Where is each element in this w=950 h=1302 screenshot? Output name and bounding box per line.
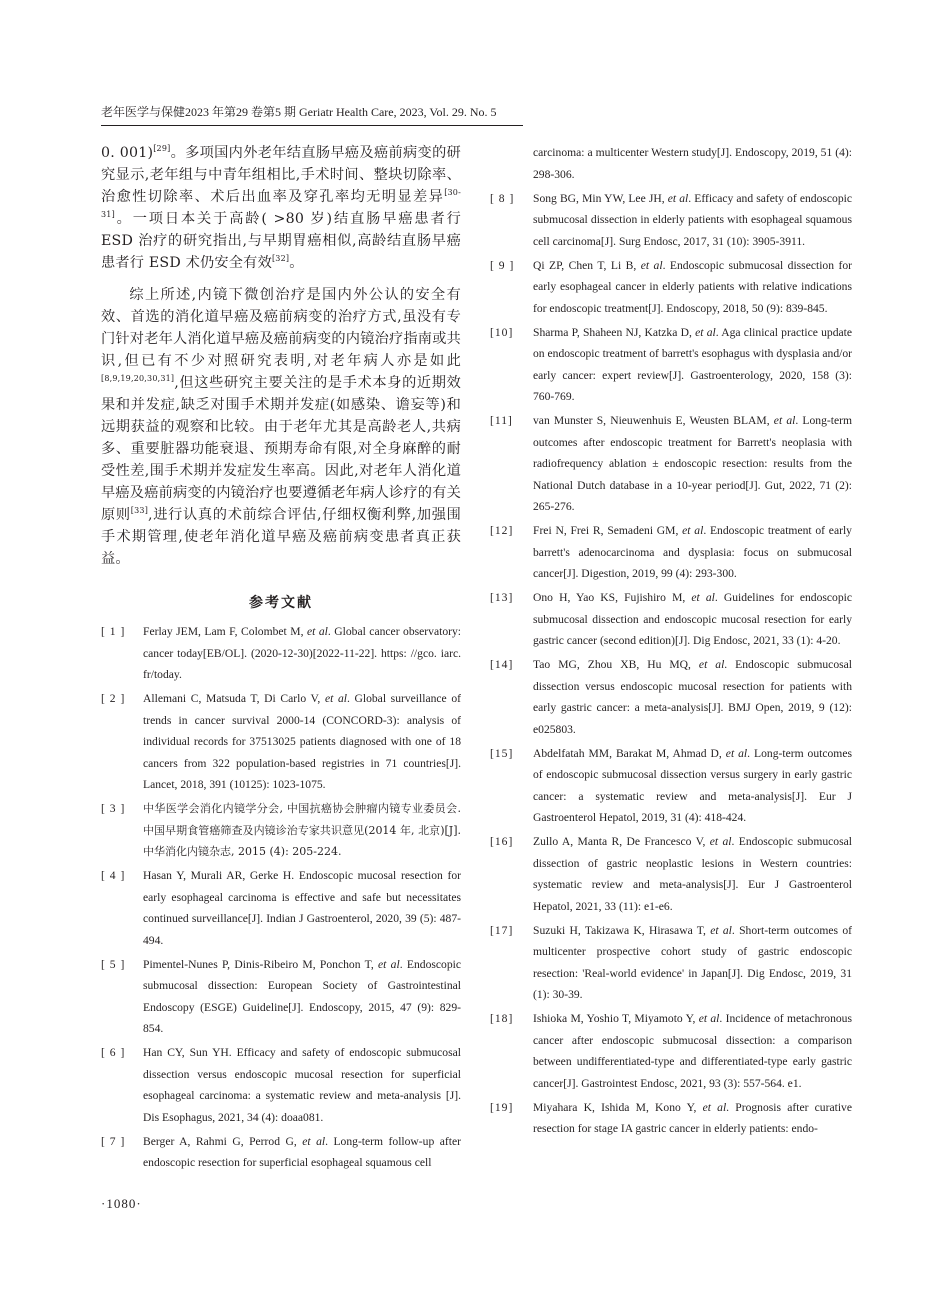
reference-number: [ 4 ]	[101, 869, 126, 882]
reference-item	[490, 831, 852, 917]
reference-item	[490, 1008, 852, 1094]
reference-text: Han CY, Sun YH. Efficacy and safety of endoscopic submucosal dissection versus endoscopic mucosal resection for superficial esophageal carcinoma: a systematic review and meta-analysis [J]. Dis Esophagus, 2021, 34 (4): doaa081.	[143, 1046, 461, 1124]
reference-text: Frei N, Frei R, Semadeni GM, et al. Endoscopic treatment of early barrett's adenocarcinoma and dysplasia: focus on submucosal cancer[J]. Digestion, 2019, 99 (4): 293-300.	[533, 524, 852, 580]
reference-number: [ 2 ]	[101, 692, 126, 705]
reference-text: Sharma P, Shaheen NJ, Katzka D, et al. Aga clinical practice update on endoscopic treatment of barrett's esophagus with dysplasia and/or early cancer: expert review[J]. Gastroenterology, 2020, 158 (3): 760-769.	[533, 325, 853, 403]
reference-number: [17]	[490, 923, 514, 937]
reference-item	[490, 920, 852, 1006]
body-paragraph-1	[101, 142, 461, 274]
references-heading: 参考文献	[249, 595, 313, 611]
reference-item	[101, 1042, 461, 1128]
reference-number: [10]	[490, 325, 514, 339]
reference-number: [ 7 ]	[101, 1134, 126, 1148]
reference-item	[101, 798, 461, 863]
reference-item	[490, 255, 852, 320]
reference-item	[101, 621, 461, 686]
reference-item	[490, 410, 852, 518]
reference-number: [13]	[490, 591, 514, 604]
para2-text-3: ,进行认真的术前综合评估,仔细权衡利弊,加强围手术期管理,使老年消化道早癌及癌前病变患者真正获益。	[101, 507, 461, 567]
reference-number: [19]	[490, 1100, 514, 1114]
citation-29[interactable]: [29]	[153, 144, 171, 153]
reference-text: 中华医学会消化内镜学分会, 中国抗癌协会肿瘤内镜专业委员会. 中国早期食管癌筛查及内镜诊治专家共识意见(2014 年, 北京)[J]. 中华消化内镜杂志, 2015 (4): 205-224.	[143, 802, 461, 858]
reference-text: Berger A, Rahmi G, Perrod G, et al. Long-term follow-up after endoscopic resection for superficial esophageal squamous cell	[143, 1134, 461, 1169]
reference-text: Tao MG, Zhou XB, Hu MQ, et al. Endoscopic submucosal dissection versus endoscopic mucosal resection for patients with early gastric cancer: a meta-analysis[J]. BMJ Open, 2019, 9 (12): e025803.	[533, 658, 852, 736]
reference-list-left	[101, 621, 461, 1174]
reference-text: Allemani C, Matsuda T, Di Carlo V, et al. Global surveillance of trends in cancer survival 2000-14 (CONCORD-3): analysis of individual records for 37513025 patients diagnosed with one of 18 cancers from 322 population-based registries in 71 countries[J]. Lancet, 2018, 391 (10125): 1023-1075.	[143, 692, 461, 791]
body-paragraph-2	[101, 284, 461, 570]
reference-number: [ 6 ]	[101, 1046, 126, 1059]
running-header: 老年医学与保健2023 年第29 卷第5 期 Geriatr Health Care, 2023, Vol. 29. No. 5	[101, 105, 497, 119]
reference-text: Abdelfatah MM, Barakat M, Ahmad D, et al. Long-term outcomes of endoscopic submucosal dissection versus surgery in early gastric cancer: a systematic review and meta-analysis[J]. Eur J Gastroenterol Hepatol, 2019, 31 (4): 418-424.	[533, 746, 852, 824]
header-rule	[101, 125, 523, 126]
reference-item	[490, 1097, 852, 1140]
reference-text: Song BG, Min YW, Lee JH, et al. Efficacy and safety of endoscopic submucosal dissection in elderly patients with esophageal squamous cell carcinoma[J]. Surg Endosc, 2017, 31 (10): 3905-3911.	[533, 191, 852, 248]
reference-text: Hasan Y, Murali AR, Gerke H. Endoscopic mucosal resection for early esophageal carcinoma is effective and safe but necessitates continued surveillance[J]. Indian J Gastroenterol, 2020, 39 (5): 487-494.	[143, 869, 461, 947]
reference-item	[101, 1131, 461, 1174]
reference-continuation	[490, 142, 852, 185]
reference-number: [18]	[490, 1012, 514, 1025]
para2-text-2: ,但这些研究主要关注的是手术本身的近期效果和并发症,缺乏对围手术期并发症(如感染、谵妄等)和远期获益的观察和比较。由于老年尤其是高龄老人,共病多、重要脏器功能衰退、预期寿命有限,对全身麻醉的耐受性差,围手术期并发症发生率高。因此,对老年人消化道早癌及癌前病变的内镜治疗也要遵循老年病人诊疗的有关原则	[101, 375, 461, 523]
citation-32[interactable]: [32]	[271, 254, 290, 263]
reference-list-right	[490, 188, 852, 1140]
reference-text: Ishioka M, Yoshio T, Miyamoto Y, et al. Incidence of metachronous cancer after endoscopic submucosal dissection: a comparison between undifferentiated-type and differentiated-type early gastric cancer[J]. Gastrointest Endosc, 2021, 93 (3): 557-564. e1.	[533, 1012, 852, 1090]
reference-number: [14]	[490, 658, 514, 671]
citation-33[interactable]: [33]	[130, 506, 149, 515]
reference-item	[490, 743, 852, 829]
reference-text: Ono H, Yao KS, Fujishiro M, et al. Guidelines for endoscopic submucosal dissection and endoscopic mucosal resection for early gastric cancer (second edition)[J]. Dig Endosc, 2021, 33 (1): 4-20.	[533, 591, 853, 647]
reference-text: Zullo A, Manta R, De Francesco V, et al. Endoscopic submucosal dissection of gastric neoplastic lesions in Western countries: systematic review and meta-analysis[J]. Eur J Gastroenterol Hepatol, 2021, 33 (11): e1-e6.	[533, 835, 852, 913]
reference-item	[101, 688, 461, 796]
para1-text-3: 。一项日本关于高龄( >80 岁)结直肠早癌患者行 ESD 治疗的研究指出,与早期胃癌相似,高龄结直肠早癌患者行 ESD 术仍安全有效	[101, 211, 461, 271]
reference-item	[490, 520, 852, 585]
citation-8-31[interactable]: [8,9,19,20,30,31]	[101, 374, 175, 383]
reference-number: [11]	[490, 414, 513, 427]
reference-item	[101, 954, 461, 1040]
page-number: ·1080·	[101, 1196, 142, 1211]
para1-text-4: 。	[289, 255, 304, 271]
reference-text: Pimentel-Nunes P, Dinis-Ribeiro M, Ponchon T, et al. Endoscopic submucosal dissection: European Society of Gastrointestinal Endoscopy (ESGE) Guideline[J]. Endoscopy, 2015, 47 (9): 829-854.	[143, 957, 461, 1035]
reference-number: [16]	[490, 835, 514, 848]
reference-number: [12]	[490, 524, 514, 537]
para1-text-1: 0. 001)	[101, 145, 154, 161]
reference-number: [15]	[490, 746, 514, 760]
reference-item	[490, 188, 852, 253]
reference-text: Suzuki H, Takizawa K, Hirasawa T, et al. Short-term outcomes of multicenter prospective cohort study of gastric endoscopic resection: 'Real-world evidence' in Japan[J]. Dig Endosc, 2019, 31 (1): 30-39.	[533, 923, 852, 1001]
para1-text-2: 。多项国内外老年结直肠早癌及癌前病变的研究显示,老年组与中青年组相比,手术时间、整块切除率、治愈性切除率、术后出血率及穿孔率均无明显差异	[101, 145, 461, 205]
reference-number: [ 5 ]	[101, 957, 126, 971]
reference-text: van Munster S, Nieuwenhuis E, Weusten BLAM, et al. Long-term outcomes after endoscopic treatment for Barrett's neoplasia with radiofrequency ablation ± endoscopic resection: results from the National Dutch database in a 10-year period[J]. Gut, 2022, 71 (2): 265-276.	[533, 414, 852, 513]
reference-number: [ 3 ]	[101, 802, 126, 815]
reference-text: Miyahara K, Ishida M, Kono Y, et al. Prognosis after curative resection for stage IA gastric cancer in elderly patients: endo-	[533, 1100, 852, 1135]
reference-text: Ferlay JEM, Lam F, Colombet M, et al. Global cancer observatory: cancer today[EB/OL]. (2020-12-30)[2022-11-22]. https: //gco. iarc. fr/today.	[143, 625, 461, 681]
citation-30-31[interactable]: [30-31]	[101, 188, 461, 219]
reference-item	[490, 587, 852, 652]
reference-item	[101, 865, 461, 951]
right-column	[490, 142, 852, 1142]
reference-text: carcinoma: a multicenter Western study[J]. Endoscopy, 2019, 51 (4): 298-306.	[533, 146, 852, 181]
para2-text-1: 综上所述,内镜下微创治疗是国内外公认的安全有效、首选的消化道早癌及癌前病变的治疗方式,虽没有专门针对老年人消化道早癌及癌前病变的内镜治疗指南或共识,但已有不少对照研究表明,对老年病人亦是如此	[101, 287, 461, 369]
left-column	[101, 142, 461, 1176]
reference-text: Qi ZP, Chen T, Li B, et al. Endoscopic submucosal dissection for early esophageal cancer in elderly patients with relative indications for endoscopic treatment[J]. Endoscopy, 2018, 50 (9): 839-845.	[533, 258, 852, 315]
reference-item	[490, 654, 852, 740]
reference-item	[490, 322, 852, 408]
reference-number: [ 9 ]	[490, 258, 515, 272]
reference-number: [ 1 ]	[101, 625, 126, 638]
reference-number: [ 8 ]	[490, 191, 515, 205]
